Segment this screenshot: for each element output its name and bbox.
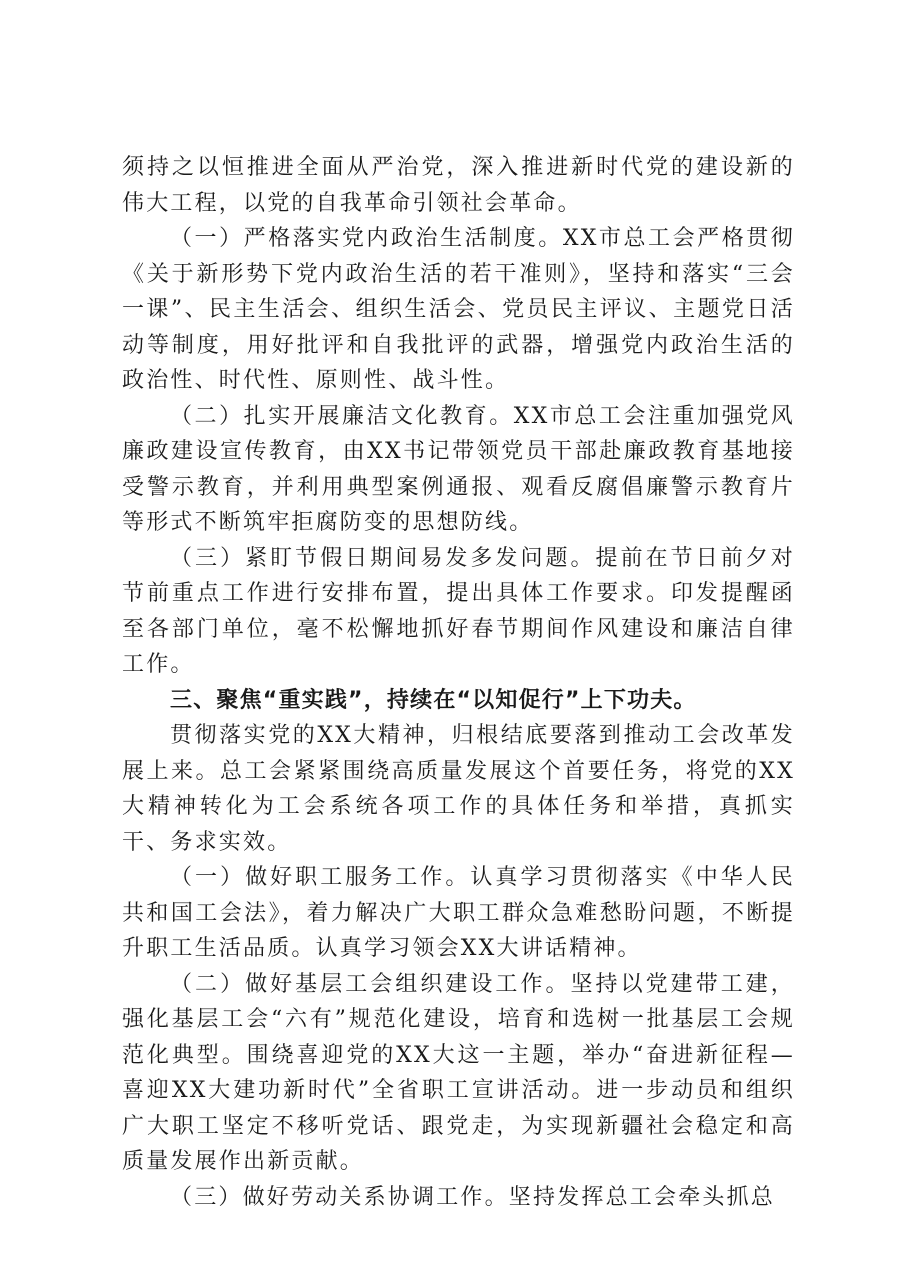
- paragraph-labor-relations: （三）做好劳动关系协调工作。坚持发挥总工会牵头抓总: [170, 1184, 776, 1210]
- paragraph-worker-service: （一）做好职工服务工作。认真学习贯彻落实《中华人民共和国工会法》，着力解决广大职工群众急难愁盼问题，不断提升职工生活品质。认真学习领会XX大讲话精神。: [122, 865, 795, 961]
- document-body: [122, 150, 795, 1215]
- paragraph-section-intro: 贯彻落实党的XX大精神，归根结底要落到推动工会改革发展上来。总工会紧紧围绕高质量发展这个首要任务，将党的XX大精神转化为工会系统各项工作的具体任务和举措，真抓实干、务求实效。: [122, 723, 795, 855]
- paragraph-intro-continuation: 须持之以恒推进全面从严治党，深入推进新时代党的建设新的伟大工程，以党的自我革命引领社会革命。: [122, 155, 795, 216]
- paragraph-party-political-life: （一）严格落实党内政治生活制度。XX市总工会严格贯彻《关于新形势下党内政治生活的若干准则》，坚持和落实“三会一课”、民主生活会、组织生活会、党员民主评议、主题党日活动等制度，用好批评和自我批评的武器，增强党内政治生活的政治性、时代性、原则性、战斗性。: [122, 226, 795, 393]
- paragraph-grassroots-union: （二）做好基层工会组织建设工作。坚持以党建带工建，强化基层工会“六有”规范化建设，培育和选树一批基层工会规范化典型。围绕喜迎党的XX大这一主题，举办“奋进新征程—喜迎XX大建功新时代”全省职工宣讲活动。进一步动员和组织广大职工坚定不移听党话、跟党走，为实现新疆社会稳定和高质量发展作出新贡献。: [122, 971, 795, 1174]
- paragraph-integrity-education: （二）扎实开展廉洁文化教育。XX市总工会注重加强党风廉政建设宣传教育，由XX书记带领党员干部赴廉政教育基地接受警示教育，并利用典型案例通报、观看反腐倡廉警示教育片等形式不断筑牢拒腐防变的思想防线。: [122, 403, 795, 535]
- paragraph-holiday-issues: （三）紧盯节假日期间易发多发问题。提前在节日前夕对节前重点工作进行安排布置，提出具体工作要求。印发提醒函至各部门单位，毫不松懈地抓好春节期间作风建设和廉洁自律工作。: [122, 545, 795, 677]
- section-heading-practice: 三、聚焦“重实践”，持续在“以知促行”上下功夫。: [170, 687, 697, 713]
